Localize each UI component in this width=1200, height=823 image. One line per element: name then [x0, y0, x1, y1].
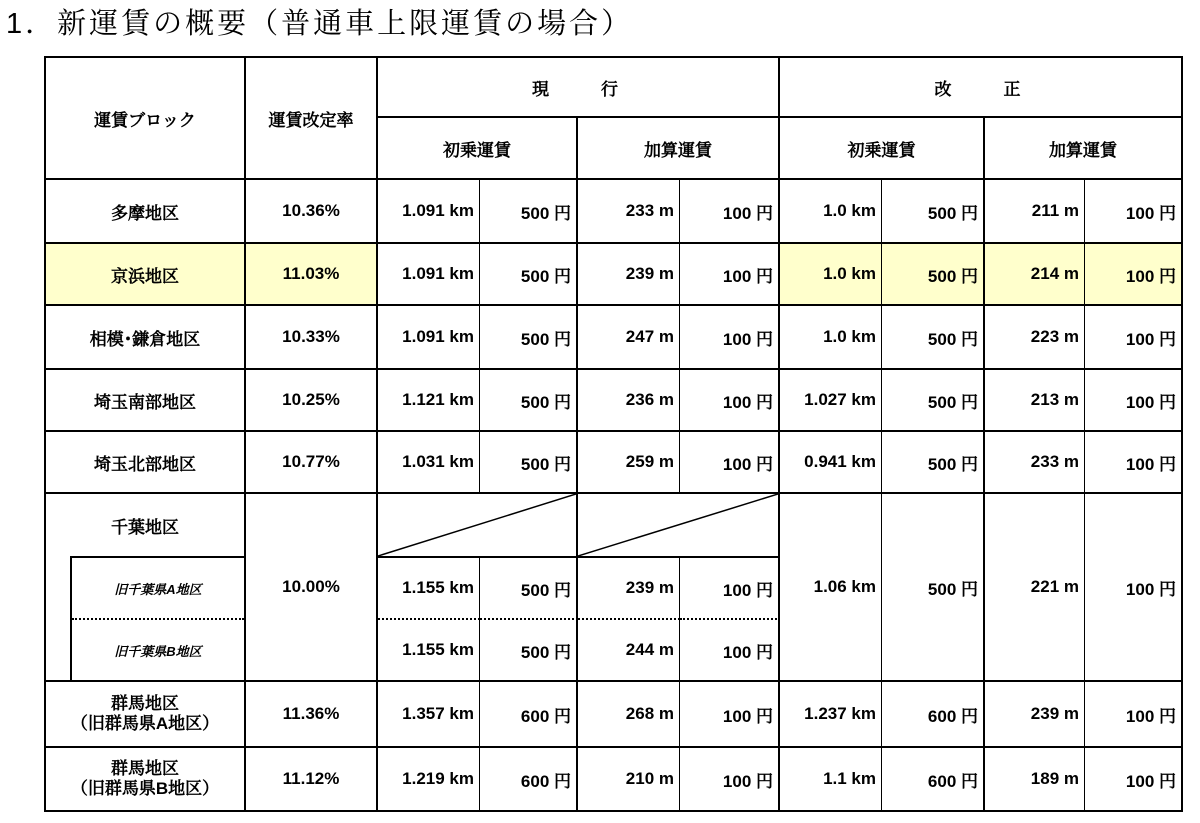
fare-block-cell: 多摩地区	[46, 180, 246, 244]
current-additional-distance: 247 m	[578, 306, 680, 370]
fare-block-cell	[46, 682, 246, 748]
current-additional-fare: 100 円	[680, 432, 780, 494]
current-additional-fare: 100 円	[680, 558, 780, 620]
fare-table	[44, 56, 1183, 812]
current-additional-distance: 233 m	[578, 180, 680, 244]
revised-additional-distance: 214 m	[985, 244, 1085, 306]
current-initial-distance: 1.155 km	[378, 620, 480, 682]
current-additional-fare: 100 円	[680, 244, 780, 306]
current-additional-fare: 100 円	[680, 748, 780, 812]
current-additional-fare: 100 円	[680, 682, 780, 748]
current-initial-distance: 1.091 km	[378, 306, 480, 370]
current-initial-fare: 500 円	[480, 370, 578, 432]
current-initial-fare: 600 円	[480, 682, 578, 748]
rate-cell: 10.00%	[246, 494, 378, 682]
current-additional-fare: 100 円	[680, 306, 780, 370]
current-additional-not-applicable	[578, 494, 780, 558]
revised-additional-fare: 100 円	[1085, 244, 1183, 306]
fare-block-cell: 相模･鎌倉地区	[46, 306, 246, 370]
current-additional-distance: 210 m	[578, 748, 680, 812]
header-current-initial-fare: 初乗運賃	[378, 118, 578, 180]
current-initial-not-applicable	[378, 494, 578, 558]
current-additional-distance: 239 m	[578, 558, 680, 620]
revised-additional-fare: 100 円	[1085, 748, 1183, 812]
current-additional-fare: 100 円	[680, 620, 780, 682]
revised-additional-distance: 211 m	[985, 180, 1085, 244]
fare-block-cell: 埼玉北部地区	[46, 432, 246, 494]
rate-cell: 10.25%	[246, 370, 378, 432]
diagonal-slash	[578, 494, 778, 556]
current-additional-fare: 100 円	[680, 370, 780, 432]
sub-area-label: 旧千葉県A地区	[72, 558, 244, 620]
revised-additional-distance: 223 m	[985, 306, 1085, 370]
current-initial-fare: 500 円	[480, 180, 578, 244]
current-initial-fare: 500 円	[480, 558, 578, 620]
revised-initial-distance: 1.0 km	[780, 244, 882, 306]
current-initial-distance: 1.031 km	[378, 432, 480, 494]
current-additional-distance: 268 m	[578, 682, 680, 748]
header-current: 現 行	[378, 58, 780, 118]
fare-block-note: （旧群馬県A地区）	[70, 714, 220, 733]
rate-cell: 11.36%	[246, 682, 378, 748]
current-additional-fare: 100 円	[680, 180, 780, 244]
revised-additional-distance: 221 m	[985, 494, 1085, 682]
current-initial-fare: 500 円	[480, 244, 578, 306]
sub-area-label: 旧千葉県B地区	[114, 644, 202, 659]
current-additional-distance: 259 m	[578, 432, 680, 494]
revised-initial-fare: 500 円	[882, 244, 985, 306]
revised-initial-fare: 600 円	[882, 682, 985, 748]
current-initial-fare: 500 円	[480, 620, 578, 682]
revised-additional-distance: 239 m	[985, 682, 1085, 748]
current-additional-distance: 239 m	[578, 244, 680, 306]
fare-block-cell: 京浜地区	[46, 244, 246, 306]
current-initial-fare: 500 円	[480, 306, 578, 370]
current-initial-distance: 1.091 km	[378, 180, 480, 244]
revised-additional-fare: 100 円	[1085, 306, 1183, 370]
revised-initial-distance: 1.1 km	[780, 748, 882, 812]
revised-initial-distance: 1.0 km	[780, 306, 882, 370]
rate-cell: 11.03%	[246, 244, 378, 306]
revised-additional-distance: 189 m	[985, 748, 1085, 812]
current-additional-distance: 236 m	[578, 370, 680, 432]
fare-block-cell-chiba	[46, 494, 246, 682]
header-current-additional-fare: 加算運賃	[578, 118, 780, 180]
revised-initial-distance: 1.06 km	[780, 494, 882, 682]
fare-block-name: 群馬地区	[111, 694, 179, 713]
current-initial-distance: 1.357 km	[378, 682, 480, 748]
sub-area-box	[70, 556, 244, 680]
revised-initial-fare: 500 円	[882, 306, 985, 370]
revised-additional-fare: 100 円	[1085, 494, 1183, 682]
header-revised: 改 正	[780, 58, 1183, 118]
current-initial-distance: 1.121 km	[378, 370, 480, 432]
fare-block-cell	[46, 748, 246, 812]
current-initial-distance: 1.091 km	[378, 244, 480, 306]
revised-additional-fare: 100 円	[1085, 370, 1183, 432]
revised-additional-fare: 100 円	[1085, 682, 1183, 748]
rate-cell: 10.36%	[246, 180, 378, 244]
revised-initial-distance: 1.027 km	[780, 370, 882, 432]
revised-initial-fare: 600 円	[882, 748, 985, 812]
current-initial-fare: 500 円	[480, 432, 578, 494]
revised-initial-fare: 500 円	[882, 370, 985, 432]
current-additional-distance: 244 m	[578, 620, 680, 682]
header-revised-initial-fare: 初乗運賃	[780, 118, 985, 180]
revised-initial-distance: 1.0 km	[780, 180, 882, 244]
fare-block-name: 群馬地区	[111, 759, 179, 778]
revised-initial-fare: 500 円	[882, 432, 985, 494]
rate-cell: 11.12%	[246, 748, 378, 812]
revised-initial-distance: 1.237 km	[780, 682, 882, 748]
current-initial-distance: 1.219 km	[378, 748, 480, 812]
current-initial-fare: 600 円	[480, 748, 578, 812]
header-fare-block: 運賃ブロック	[46, 58, 246, 180]
fare-block-note: （旧群馬県B地区）	[70, 779, 220, 798]
revised-additional-distance: 213 m	[985, 370, 1085, 432]
current-initial-distance: 1.155 km	[378, 558, 480, 620]
header-rate: 運賃改定率	[246, 58, 378, 180]
header-revised-additional-fare: 加算運賃	[985, 118, 1183, 180]
diagonal-slash	[378, 494, 576, 556]
page-title: 1．新運賃の概要（普通車上限運賃の場合）	[6, 8, 634, 40]
rate-cell: 10.77%	[246, 432, 378, 494]
revised-additional-distance: 233 m	[985, 432, 1085, 494]
revised-additional-fare: 100 円	[1085, 180, 1183, 244]
revised-additional-fare: 100 円	[1085, 432, 1183, 494]
revised-initial-distance: 0.941 km	[780, 432, 882, 494]
revised-initial-fare: 500 円	[882, 494, 985, 682]
fare-block-cell: 埼玉南部地区	[46, 370, 246, 432]
fare-block-name: 千葉地区	[111, 517, 179, 537]
revised-initial-fare: 500 円	[882, 180, 985, 244]
rate-cell: 10.33%	[246, 306, 378, 370]
